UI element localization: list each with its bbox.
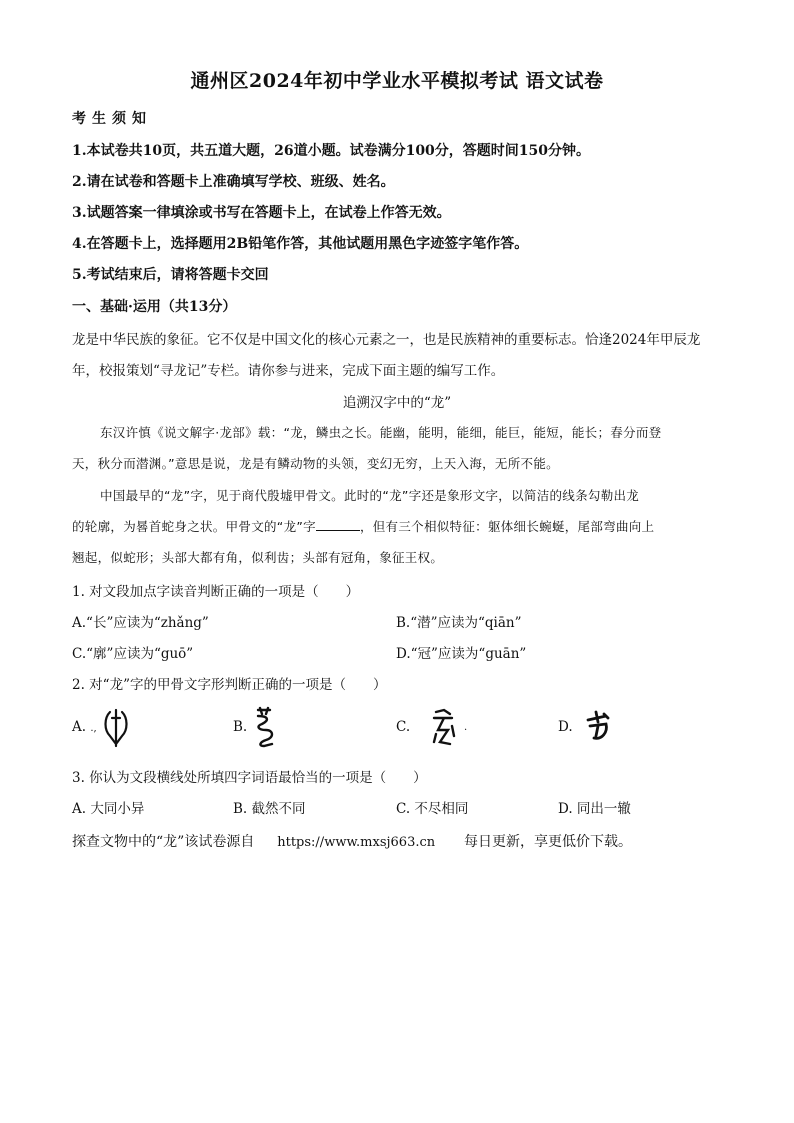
passage-title: 追溯汉字中的“龙” xyxy=(342,395,452,411)
notice-item: 5.考试结束后，请将答题卡交回 xyxy=(72,267,269,283)
question-3-option-d[interactable]: D. 同出一辙 xyxy=(558,801,631,817)
question-1-stem: 1. 对文段加点字读音判断正确的一项是（ ） xyxy=(72,584,360,600)
notice-heading: 考生须知 xyxy=(72,111,152,127)
question-2-option-c[interactable] xyxy=(396,719,410,735)
intro-text: 年，校报策划“寻龙记”专栏。请你参与进来，完成下面主题的编写工作。 xyxy=(72,363,505,379)
notice-item: 4.在答题卡上，选择题用2B铅笔作答，其他试题用黑色字迹签字笔作答。 xyxy=(72,236,529,252)
notice-item: 2.请在试卷和答题卡上准确填写学校、班级、姓名。 xyxy=(72,174,395,190)
notice-item: 1.本试卷共10页，共五道大题，26道小题。试卷满分100分，答题时间150分钟。 xyxy=(72,143,591,159)
section-heading: 一、基础·运用（共13分） xyxy=(72,299,237,315)
question-2-option-d[interactable] xyxy=(558,719,573,735)
question-3-stem: 3. 你认为文段横线处所填四字词语最恰当的一项是（ ） xyxy=(72,770,427,786)
source-note-prefix: 探查文物中的“龙”该试卷源自 xyxy=(72,834,255,850)
question-1-option-a[interactable]: A.“长”应读为“zhǎng” xyxy=(72,615,209,631)
oracle-bone-glyph-d xyxy=(584,710,612,744)
passage-text-part: 的轮廓，为晷首蛇身之状。甲骨文的“龙”字 xyxy=(72,519,316,534)
question-2-stem: 2. 对“龙”字的甲骨文字形判断正确的一项是（ ） xyxy=(72,677,387,693)
question-2-option-b[interactable] xyxy=(233,719,247,735)
passage-text: 中国最早的“龙”字，见于商代殷墟甲骨文。此时的“龙”字还是象形文字，以简洁的线条勾勒出龙 xyxy=(100,488,640,503)
passage-text: 翘起，似蛇形；头部大都有角，似利齿；头部有冠角，象征王权。 xyxy=(72,550,444,565)
question-1-option-b[interactable]: B.“潜”应读为“qiān” xyxy=(396,615,522,631)
option-letter: D. xyxy=(558,719,573,735)
passage-text: 天，秋分而潜渊。”意思是说，龙是有鳞动物的头领，变幻无穷，上天入海，无所不能。 xyxy=(72,456,559,471)
option-mark: ., xyxy=(90,723,97,734)
option-mark: . xyxy=(464,722,468,733)
source-note xyxy=(72,831,632,851)
passage-text xyxy=(72,517,654,535)
passage-text-part: ，但有三个相似特征：躯体细长蜿蜒，尾部弯曲向上 xyxy=(359,519,655,534)
passage-text: 东汉许慎《说文解字·龙部》载：“龙，鳞虫之长。能幽，能明，能细，能巨，能短，能长；春分而登 xyxy=(100,425,662,440)
question-1-option-d[interactable]: D.“冠”应读为“guān” xyxy=(396,646,527,662)
question-3-option-c[interactable]: C. 不尽相同 xyxy=(396,801,469,817)
oracle-bone-glyph-a xyxy=(102,708,130,748)
notice-item: 3.试题答案一律填涂或书写在答题卡上，在试卷上作答无效。 xyxy=(72,205,451,221)
oracle-bone-glyph-c xyxy=(430,708,458,748)
question-2-option-a[interactable] xyxy=(72,719,97,735)
answer-blank xyxy=(316,520,360,531)
exam-title: 通州区2024年初中学业水平模拟考试 语文试卷 xyxy=(190,70,604,92)
question-3-option-b[interactable]: B. 截然不同 xyxy=(233,801,306,817)
question-1-option-c[interactable]: C.“廓”应读为“guō” xyxy=(72,646,194,662)
option-letter: C. xyxy=(396,719,411,735)
oracle-bone-glyph-b xyxy=(252,706,278,750)
option-letter: B. xyxy=(233,719,248,735)
intro-text: 龙是中华民族的象征。它不仅是中国文化的核心元素之一，也是民族精神的重要标志。恰逢2024年甲辰龙 xyxy=(72,332,701,348)
source-url-link[interactable]: https://www.mxsj663.cn xyxy=(277,835,436,850)
question-3-option-a[interactable]: A. 大同小异 xyxy=(72,801,145,817)
source-note-suffix: 每日更新，享更低价下载。 xyxy=(464,834,633,850)
option-letter: A. xyxy=(72,719,87,735)
